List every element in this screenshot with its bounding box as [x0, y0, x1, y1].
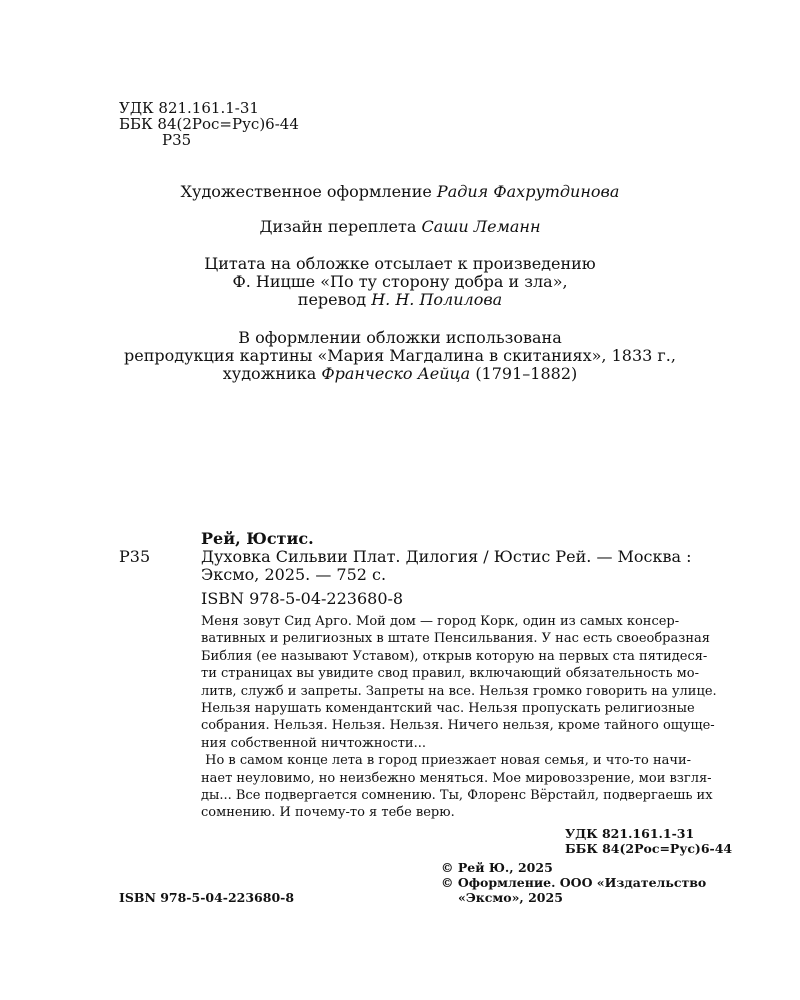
card-footer [565, 826, 732, 856]
bbk-code: ББК 84(2Рос=Рус)6-44 [119, 115, 299, 133]
binding-credit [0, 218, 800, 236]
artist-years: (1791–1882) [475, 364, 578, 383]
artist-line [0, 365, 800, 383]
annotation-line: нает неуловимо, но неизбежно меняться. Мое мировоззрение, мои взгля- [201, 770, 712, 786]
catalog-title-line-2: Эксмо, 2025. — 752 с. [201, 565, 387, 584]
artist-name: Франческо Аейца [321, 364, 471, 383]
art-credit [0, 183, 800, 201]
annotation-line: ти страницах вы увидите свод правил, включающий обязательность мо- [201, 666, 700, 682]
footer-udk: УДК 821.161.1-31 [565, 826, 695, 841]
annotation-line: литв, служб и запреты. Запреты на все. Нельзя громко говорить на улице. [201, 683, 717, 699]
annotation-line: Нельзя нарушать комендантский час. Нельзя пропускать религиозные [201, 701, 695, 717]
catalog-title-line-1: Духовка Сильвии Плат. Дилогия / Юстис Рей. — Москва : [201, 547, 692, 566]
annotation-line: сомнению. И почему-то я тебе верю. [201, 805, 455, 821]
annotation-line: вативных и религиозных в штате Пенсильвания. У нас есть своеобразная [201, 631, 710, 647]
quote-line-2: Ф. Ницше «По ту сторону добра и зла», [232, 272, 568, 291]
translation-line [0, 291, 800, 309]
art-credit-prefix: Художественное оформление [180, 182, 432, 201]
copyright-block [441, 860, 706, 905]
footer-bbk: ББК 84(2Рос=Рус)6-44 [565, 841, 733, 856]
author-mark: Р35 [162, 131, 192, 149]
translation-prefix: перевод [297, 290, 367, 309]
isbn-bottom: ISBN 978-5-04-223680-8 [119, 890, 295, 905]
catalog-isbn: ISBN 978-5-04-223680-8 [201, 589, 404, 608]
annotation [201, 613, 721, 822]
annotation-line: Но в самом конце лета в город приезжает новая семья, и что-то начи- [205, 753, 692, 769]
annotation-paragraph-1 [201, 613, 721, 752]
cover-credit [0, 329, 800, 383]
annotation-line: Меня зовут Сид Арго. Мой дом — город Корк, один из самых консер- [201, 614, 680, 629]
annotation-line: ды... Все подвергается сомнению. Ты, Флоренс Вёрстайл, подвергаешь их [201, 788, 713, 804]
quote-line-1: Цитата на обложке отсылает к произведению [204, 254, 596, 273]
copyright-design: © Оформление. ООО «Издательство [441, 875, 707, 890]
translator-name: Н. Н. Полилова [371, 290, 503, 309]
cover-line-2: репродукция картины «Мария Магдалина в скитаниях», 1833 г., [124, 346, 676, 365]
annotation-line: Библия (ее называют Уставом), открыв которую на первых ста пятидеся- [201, 648, 708, 664]
quote-credit [0, 255, 800, 309]
art-credit-name: Радия Фахрутдинова [436, 182, 620, 201]
udk-code: УДК 821.161.1-31 [119, 99, 259, 117]
copyright-author: © Рей Ю., 2025 [441, 860, 553, 875]
catalog-mark: Р35 [119, 547, 151, 566]
catalog-author-heading: Рей, Юстис. [201, 529, 314, 548]
binding-credit-prefix: Дизайн переплета [259, 217, 417, 236]
annotation-line: ния собственной ничтожности... [201, 735, 426, 751]
copyright-publisher: «Эксмо», 2025 [458, 890, 563, 905]
cover-line-1: В оформлении обложки использована [238, 328, 562, 347]
binding-credit-name: Саши Леманн [421, 217, 541, 236]
classification-block [119, 100, 299, 148]
annotation-line: собрания. Нельзя. Нельзя. Нельзя. Ничего нельзя, кроме тайного ощуще- [201, 718, 715, 734]
artist-prefix: художника [222, 364, 317, 383]
annotation-paragraph-2 [201, 752, 721, 822]
